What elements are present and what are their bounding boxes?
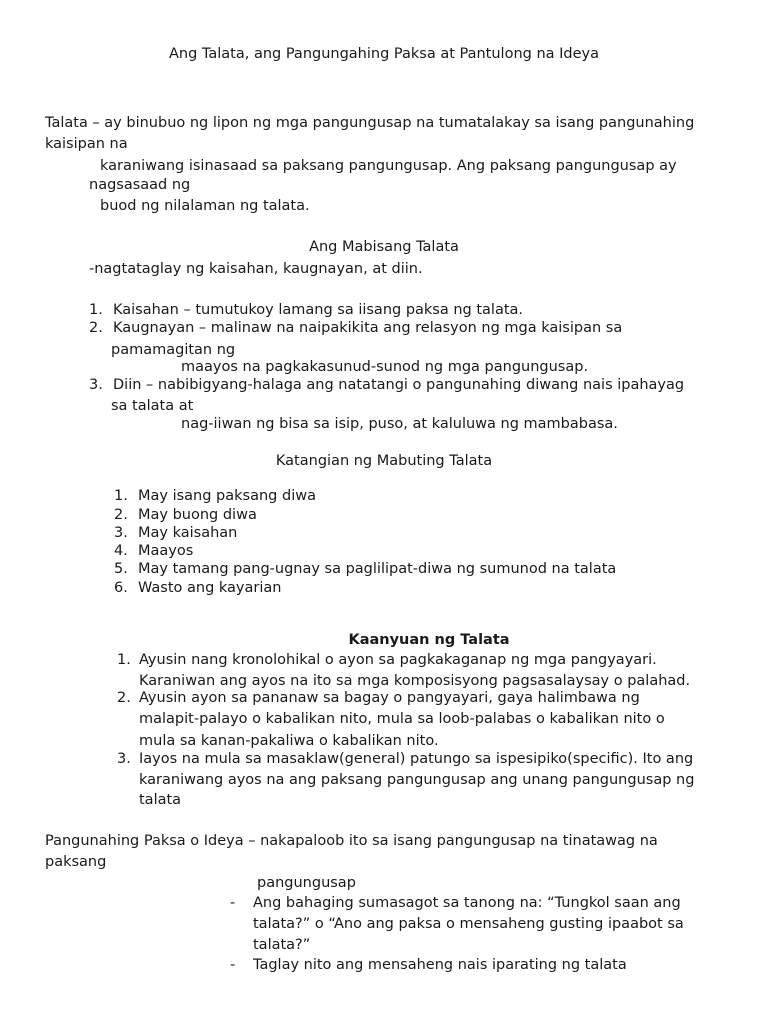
list-number: 4. [114, 543, 128, 559]
definition-line: nagsasaad ng [89, 177, 191, 193]
mabisa-intro: -nagtataglay ng kaisahan, kaugnayan, at diin. [89, 261, 423, 277]
list-item-continued: malapit-palayo o kabalikan nito, mula sa loob-palabas o kabalikan nito o [139, 711, 665, 727]
list-number: 3. [117, 751, 131, 767]
list-number: 2. [117, 690, 131, 706]
list-item: May isang paksang diwa [138, 488, 316, 504]
pangunahin-line: Pangunahing Paksa o Ideya – nakapaloob ito sa isang pangungusap na tinatawag na [45, 833, 658, 849]
list-item-continued: karaniwang ayos na ang paksang pangungusap ang unang pangungusap ng [139, 772, 695, 788]
bullet-item: Taglay nito ang mensaheng nais iparating ng talata [253, 957, 627, 973]
list-item: Maayos [138, 543, 194, 559]
definition-line: karaniwang isinasaad sa paksang pangungusap. Ang paksang pangungusap ay [100, 158, 677, 174]
list-item-continued: pamamagitan ng [111, 342, 236, 358]
list-number: 1. [114, 488, 128, 504]
list-number: 3. [89, 377, 103, 393]
list-item-continued: nag-iiwan ng bisa sa isip, puso, at kaluluwa ng mambabasa. [181, 416, 618, 432]
list-item-continued: maayos na pagkakasunud-sunod ng mga pangungusap. [181, 359, 589, 375]
list-item: Wasto ang kayarian [138, 580, 282, 596]
list-item: Ayusin ayon sa pananaw sa bagay o pangyayari, gaya halimbawa ng [139, 690, 640, 706]
bullet-item-continued: talata?” o “Ano ang paksa o mensaheng gusting ipaabot sa [253, 916, 684, 932]
list-number: 3. [114, 525, 128, 541]
list-item: Ayusin nang kronolohikal o ayon sa pagkakaganap ng mga pangyayari. [139, 652, 657, 668]
list-number: 1. [89, 302, 103, 318]
definition-line: Talata – ay binubuo ng lipon ng mga pangungusap na tumatalakay sa isang pangunahing [45, 115, 695, 131]
list-number: 2. [89, 320, 103, 336]
list-item-continued: sa talata at [111, 398, 194, 414]
list-item-continued: Karaniwan ang ayos na ito sa mga komposisyong pagsasalaysay o palahad. [139, 673, 691, 689]
list-number: 1. [117, 652, 131, 668]
list-item: Iayos na mula sa masaklaw(general) patungo sa ispesipiko(specific). Ito ang [139, 751, 694, 767]
list-item: May kaisahan [138, 525, 238, 541]
section-heading-mabisa: Ang Mabisang Talata [309, 239, 459, 255]
bullet-item-continued: talata?” [253, 937, 311, 953]
pangunahin-line: paksang [45, 854, 107, 870]
section-heading-kaanyuan: Kaanyuan ng Talata [348, 632, 510, 648]
list-item: Kaisahan – tumutukoy lamang sa iisang paksa ng talata. [113, 302, 524, 318]
list-item: May tamang pang-ugnay sa paglilipat-diwa ng sumunod na talata [138, 561, 617, 577]
list-item: May buong diwa [138, 507, 257, 523]
page-title: Ang Talata, ang Pangungahing Paksa at Pantulong na Ideya [168, 46, 600, 62]
list-number: 6. [114, 580, 128, 596]
list-number: 5. [114, 561, 128, 577]
list-item: Diin – nabibigyang-halaga ang natatangi o pangunahing diwang nais ipahayag [113, 377, 685, 393]
bullet-item: Ang bahaging sumasagot sa tanong na: “Tungkol saan ang [253, 895, 681, 911]
definition-line: kaisipan na [45, 136, 128, 152]
definition-line: buod ng nilalaman ng talata. [100, 198, 310, 214]
bullet-dash: - [230, 957, 236, 973]
list-number: 2. [114, 507, 128, 523]
bullet-dash: - [230, 895, 236, 911]
pangunahin-line: pangungusap [257, 875, 356, 891]
list-item-continued: talata [139, 792, 182, 808]
section-heading-katangian: Katangian ng Mabuting Talata [275, 453, 493, 469]
list-item-continued: mula sa kanan-pakaliwa o kabalikan nito. [139, 733, 439, 749]
list-item: Kaugnayan – malinaw na naipakikita ang relasyon ng mga kaisipan sa [113, 320, 623, 336]
